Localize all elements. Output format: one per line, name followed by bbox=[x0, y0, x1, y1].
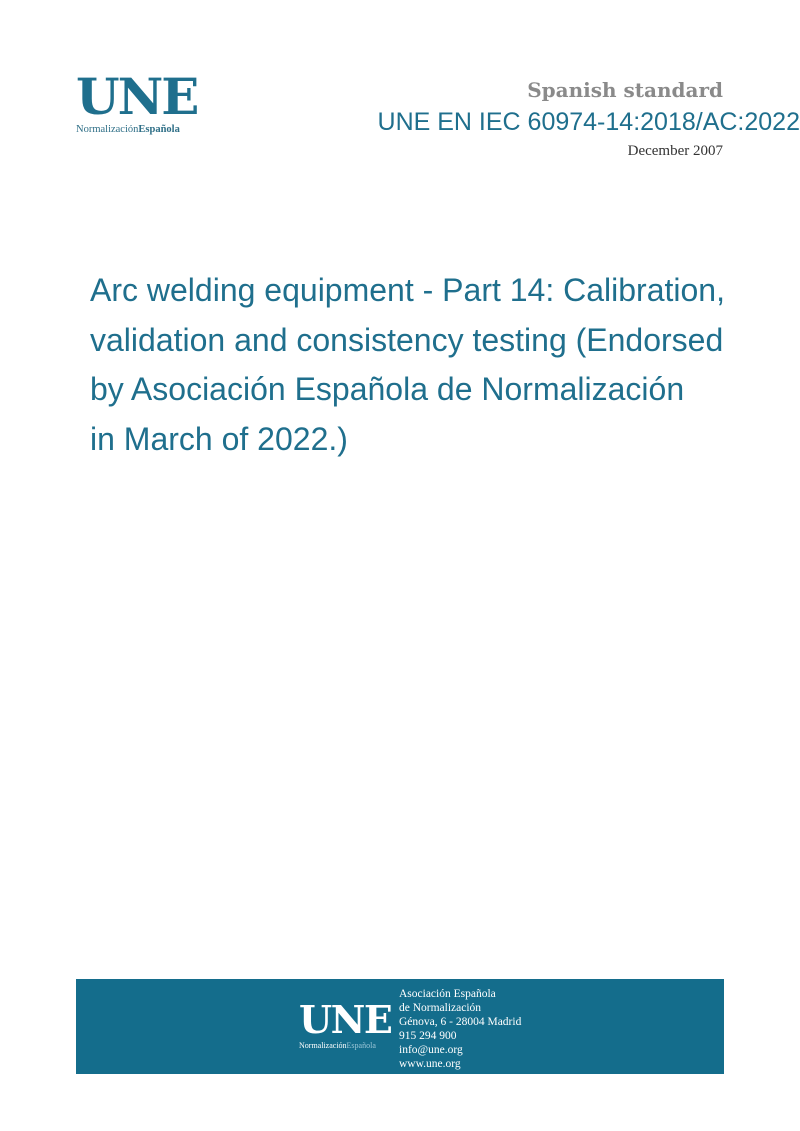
org-email: info@une.org bbox=[399, 1044, 463, 1056]
logo-tagline-bold: Española bbox=[138, 124, 180, 135]
document-type: Spanish standard bbox=[527, 78, 723, 102]
logo-tagline-normal: Normalización bbox=[76, 124, 139, 135]
footer-logo-tagline-light: Española bbox=[346, 1041, 376, 1050]
footer-contact bbox=[399, 987, 521, 1071]
standard-code: UNE EN IEC 60974-14:2018/AC:2022 bbox=[377, 108, 800, 136]
title-line: by Asociación Española de Normalización bbox=[90, 371, 685, 407]
org-address: Génova, 6 - 28004 Madrid bbox=[399, 1016, 522, 1028]
org-phone: 915 294 900 bbox=[399, 1030, 457, 1042]
org-name-line1: Asociación Española bbox=[399, 988, 496, 1000]
logo-wordmark: UNE bbox=[76, 67, 198, 126]
footer-une-logo bbox=[299, 997, 392, 1050]
title-line: validation and consistency testing (Endorsed bbox=[90, 321, 724, 358]
org-website: www.une.org bbox=[399, 1058, 461, 1070]
footer-logo-tagline bbox=[299, 1041, 389, 1050]
footer-logo-wordmark: UNE bbox=[299, 997, 392, 1042]
title-line: Arc welding equipment - Part 14: Calibration, bbox=[90, 272, 725, 308]
publication-date: December 2007 bbox=[627, 143, 723, 159]
une-logo bbox=[76, 67, 198, 135]
title-line: in March of 2022.) bbox=[90, 420, 348, 457]
footer-logo-tagline-normal: Normalización bbox=[299, 1041, 347, 1050]
footer-band bbox=[76, 979, 724, 1074]
org-name-line2: de Normalización bbox=[399, 1002, 482, 1014]
standard-title bbox=[90, 266, 780, 464]
logo-tagline bbox=[76, 124, 196, 135]
